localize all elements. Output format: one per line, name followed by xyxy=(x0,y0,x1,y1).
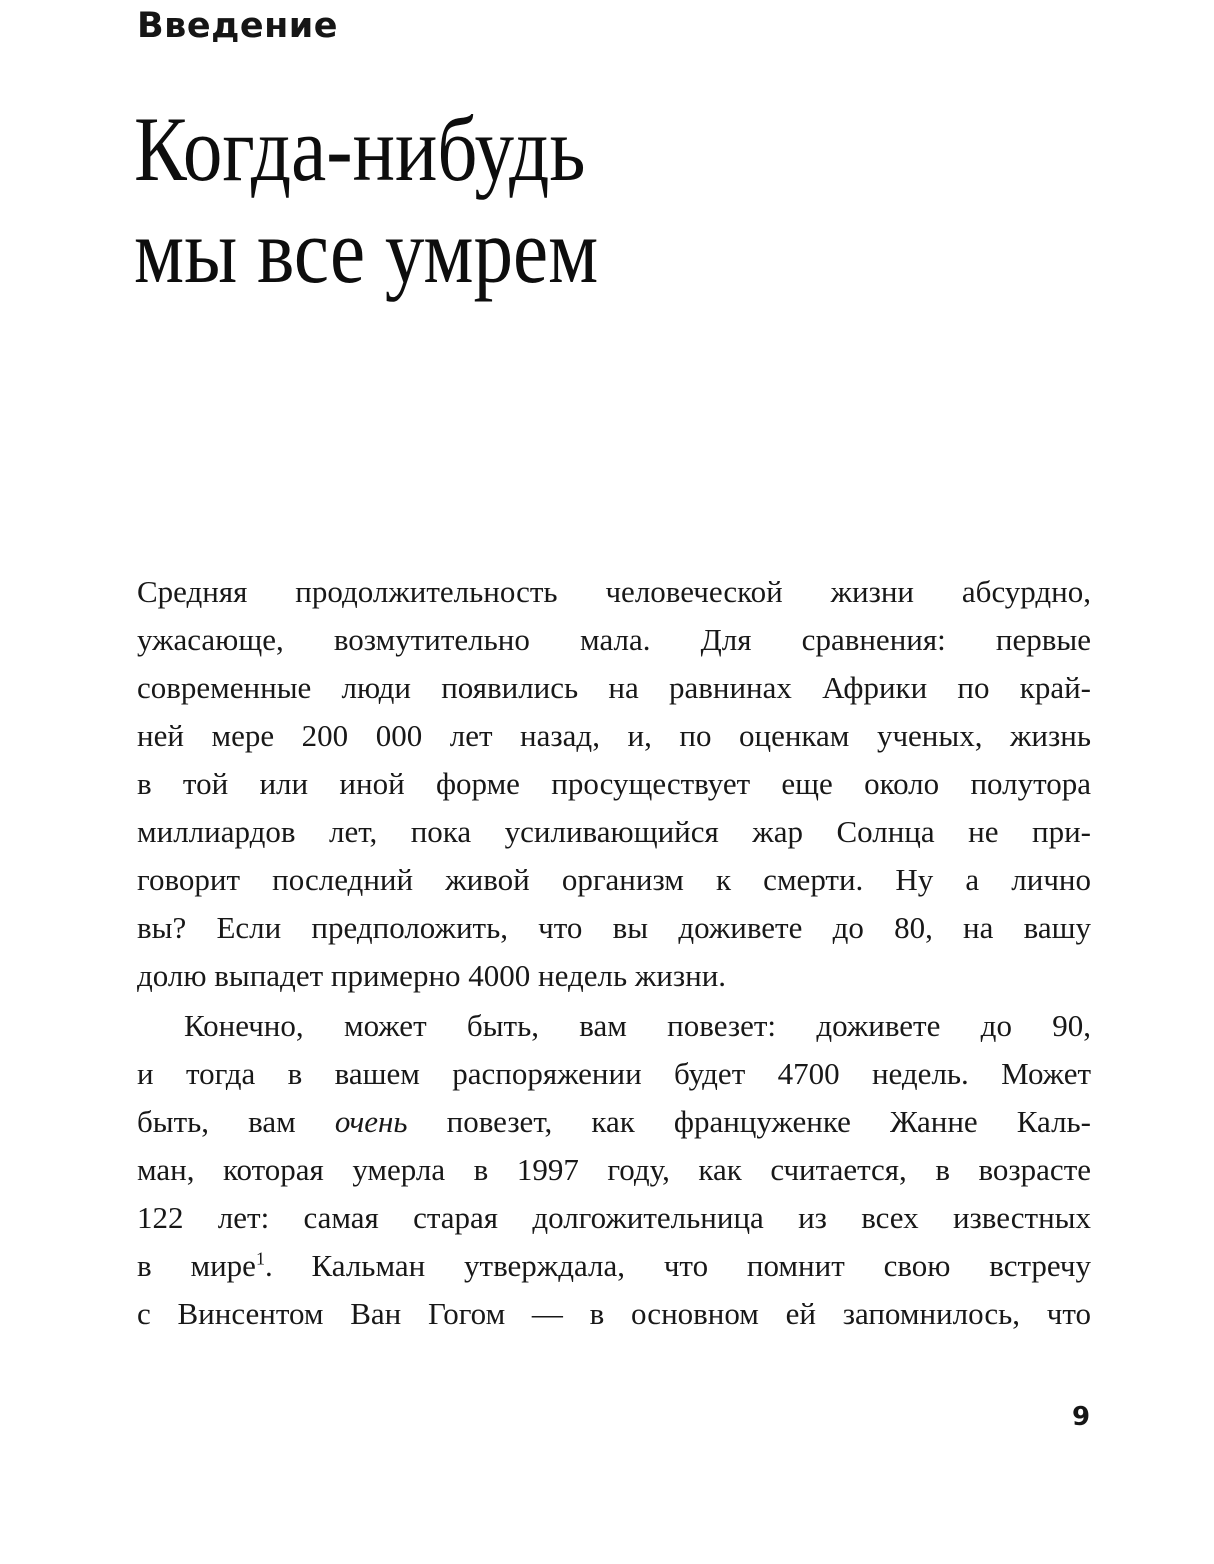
section-label: Введение xyxy=(137,6,339,46)
paragraph-1 xyxy=(137,568,1091,1000)
text-line-with-emphasis xyxy=(137,1098,1091,1146)
body-text xyxy=(137,568,1091,1338)
text-line: и тогда в вашем распоряжении будет 4700 недель. Может xyxy=(137,1056,1091,1091)
text-line: ней мере 200 000 лет назад, и, по оценкам ученых, жизнь xyxy=(137,718,1091,753)
page-number: 9 xyxy=(1072,1402,1091,1432)
text-line: говорит последний живой организм к смерти. Ну а лично xyxy=(137,862,1091,897)
text-line: с Винсентом Ван Гогом — в основном ей запомнилось, что xyxy=(137,1296,1091,1331)
paragraph-2 xyxy=(137,1002,1091,1338)
text-line: миллиардов лет, пока усиливающийся жар Солнца не при- xyxy=(137,814,1091,849)
text-line: в той или иной форме просуществует еще около полутора xyxy=(137,766,1091,801)
text-segment: быть, вам xyxy=(137,1104,335,1139)
text-line: вы? Если предположить, что вы доживете до 80, на вашу xyxy=(137,910,1091,945)
chapter-title-line-1: Когда-нибудь xyxy=(134,98,586,200)
text-line-with-footnote xyxy=(137,1242,1091,1290)
footnote-marker[interactable]: 1 xyxy=(255,1248,265,1269)
text-line: Средняя продолжительность человеческой жизни абсурдно, xyxy=(137,574,1091,609)
chapter-title xyxy=(134,98,736,302)
chapter-title-line-2: мы все умрем xyxy=(134,200,599,302)
text-line: Конечно, может быть, вам повезет: доживете до 90, xyxy=(184,1008,1091,1043)
text-line: долю выпадет примерно 4000 недель жизни. xyxy=(137,958,727,993)
text-segment: в мире xyxy=(137,1248,256,1283)
emphasis-word: очень xyxy=(334,1104,408,1139)
text-segment: повезет, как француженке Жанне Каль- xyxy=(407,1104,1091,1139)
text-line: ужасающе, возмутительно мала. Для сравнения: первые xyxy=(137,622,1091,657)
text-line: 122 лет: самая старая долгожительница из всех известных xyxy=(137,1200,1091,1235)
text-line: ман, которая умерла в 1997 году, как считается, в возрасте xyxy=(137,1152,1091,1187)
text-line: современные люди появились на равнинах Африки по край- xyxy=(137,670,1091,705)
text-segment: . Кальман утверждала, что помнит свою встречу xyxy=(264,1248,1092,1283)
